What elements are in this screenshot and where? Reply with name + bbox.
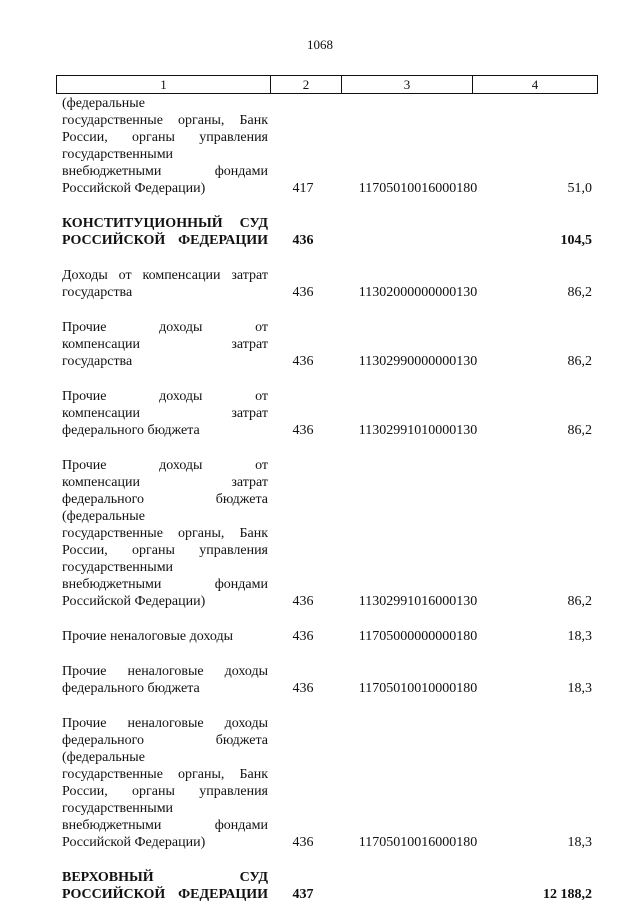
header-col-4: 4 <box>531 77 539 92</box>
description-line: ВЕРХОВНЫЙ СУД <box>62 870 268 885</box>
row-description <box>56 628 268 645</box>
admin-code: 436 <box>292 629 314 644</box>
table-row <box>56 319 596 370</box>
description-line: внебюджетными фондами <box>62 164 268 179</box>
admin-code: 436 <box>292 423 314 438</box>
description-line: государственными <box>62 147 174 162</box>
description-line: государственными <box>62 560 174 575</box>
amount: 51,0 <box>567 181 592 196</box>
description-line: Доходы от компенсации затрат <box>62 268 268 283</box>
income-code: 11302991016000130 <box>358 594 478 609</box>
table-row <box>56 628 596 645</box>
description-line: Прочие доходы от <box>62 320 268 335</box>
description-line: государства <box>62 285 133 300</box>
row-description <box>56 869 268 903</box>
admin-code: 436 <box>292 354 314 369</box>
header-col-1: 1 <box>57 76 271 93</box>
description-line: Российской Федерации) <box>62 594 206 609</box>
income-code: 11705010016000180 <box>358 181 478 196</box>
description-line: государственные органы, Банк <box>62 526 268 541</box>
amount: 104,5 <box>560 233 592 248</box>
admin-code: 436 <box>292 681 314 696</box>
description-line: федерального бюджета <box>62 681 200 696</box>
row-description <box>56 319 268 370</box>
description-line: компенсации затрат <box>62 475 268 490</box>
description-line: Прочие неналоговые доходы <box>62 716 268 731</box>
admin-code: 436 <box>292 594 314 609</box>
description-line: России, органы управления <box>62 543 268 558</box>
row-description <box>56 95 268 197</box>
description-line: Прочие неналоговые доходы <box>62 629 234 644</box>
description-line: Прочие доходы от <box>62 389 268 404</box>
description-line: федерального бюджета <box>62 423 200 438</box>
description-line: (федеральные <box>62 509 145 524</box>
description-line: государственными <box>62 801 174 816</box>
description-line: компенсации затрат <box>62 406 268 421</box>
description-line: компенсации затрат <box>62 337 268 352</box>
income-code: 11302991010000130 <box>358 423 478 438</box>
row-description <box>56 388 268 439</box>
amount: 86,2 <box>567 594 592 609</box>
description-line: федерального бюджета <box>62 492 268 507</box>
income-code: 11705000000000180 <box>358 629 478 644</box>
admin-code: 437 <box>292 887 314 902</box>
admin-code: 436 <box>292 285 314 300</box>
table-row <box>56 388 596 439</box>
table-row <box>56 869 596 903</box>
row-description <box>56 215 268 249</box>
description-line: государственные органы, Банк <box>62 767 268 782</box>
income-code: 11302990000000130 <box>358 354 478 369</box>
admin-code: 436 <box>292 233 314 248</box>
amount: 86,2 <box>567 354 592 369</box>
table-row <box>56 715 596 851</box>
table-row <box>56 215 596 249</box>
income-code: 11705010016000180 <box>358 835 478 850</box>
page-number: 1068 <box>307 37 333 52</box>
admin-code: 417 <box>292 181 314 196</box>
description-line: РОССИЙСКОЙ ФЕДЕРАЦИИ <box>62 887 268 902</box>
description-line: внебюджетными фондами <box>62 818 268 833</box>
amount: 86,2 <box>567 285 592 300</box>
table-row <box>56 95 596 197</box>
income-code: 11705010010000180 <box>358 681 478 696</box>
header-col-2: 2 <box>271 76 342 93</box>
description-line: (федеральные <box>62 96 145 111</box>
row-description <box>56 663 268 697</box>
description-line: Российской Федерации) <box>62 835 206 850</box>
amount: 18,3 <box>567 681 592 696</box>
description-line: России, органы управления <box>62 784 268 799</box>
income-code: 11302000000000130 <box>358 285 478 300</box>
amount: 86,2 <box>567 423 592 438</box>
description-line: Российской Федерации) <box>62 181 206 196</box>
description-line: Прочие неналоговые доходы <box>62 664 268 679</box>
row-description <box>56 267 268 301</box>
table-row <box>56 267 596 301</box>
description-line: России, органы управления <box>62 130 268 145</box>
description-line: РОССИЙСКОЙ ФЕДЕРАЦИИ <box>62 233 268 248</box>
description-line: внебюджетными фондами <box>62 577 268 592</box>
description-line: Прочие доходы от <box>62 458 268 473</box>
row-description <box>56 715 268 851</box>
table-header <box>56 75 598 94</box>
description-line: государства <box>62 354 133 369</box>
header-col-3: 3 <box>342 76 473 93</box>
amount: 18,3 <box>567 629 592 644</box>
table-row <box>56 663 596 697</box>
description-line: КОНСТИТУЦИОННЫЙ СУД <box>62 216 268 231</box>
description-line: (федеральные <box>62 750 145 765</box>
row-description <box>56 457 268 610</box>
description-line: государственные органы, Банк <box>62 113 268 128</box>
description-line: федерального бюджета <box>62 733 268 748</box>
table-row <box>56 457 596 610</box>
amount: 18,3 <box>567 835 592 850</box>
admin-code: 436 <box>292 835 314 850</box>
table-body <box>56 95 596 921</box>
amount: 12 188,2 <box>543 887 592 902</box>
